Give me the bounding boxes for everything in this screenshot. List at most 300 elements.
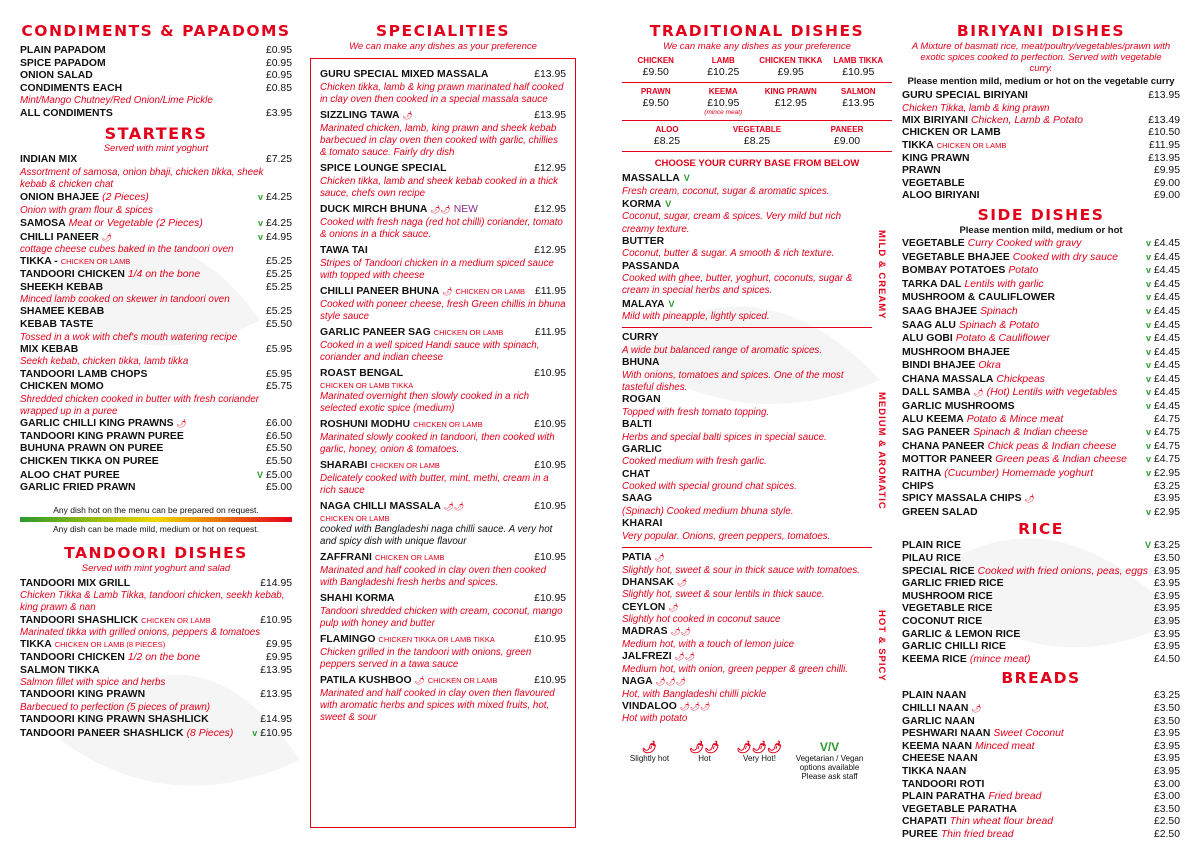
curry-item [622, 626, 872, 651]
menu-item [902, 190, 1180, 203]
menu-item-row [20, 665, 292, 678]
curry-item-row [622, 261, 872, 274]
item-description: Mint/Mango Chutney/Red Onion/Lime Pickle [20, 95, 213, 107]
specialities-subtitle: We can make any dishes as your preference [349, 41, 537, 52]
vegetarian-icon: v [1145, 360, 1151, 371]
curry-description: Very popular. Onions, green peppers, tomatoes. [622, 530, 831, 542]
menu-item-row [20, 714, 292, 727]
item-inline-desc: Chick peas & Indian cheese [987, 440, 1117, 452]
item-name: MUSHROOM & CAULIFLOWER [902, 292, 1055, 304]
item-name: SAAG BHAJEE [902, 305, 978, 317]
item-inline-desc: Thin wheat flour bread [949, 816, 1054, 828]
item-price: £4.75 [1153, 440, 1180, 452]
item-name: TANDOORI CHICKEN [20, 268, 125, 280]
curry-description: Medium hot, with a touch of lemon juice [622, 638, 795, 650]
item-description: Shredded chicken cooked in butter with fresh coriander wrapped up in a puree [20, 393, 260, 417]
price-cell [757, 56, 825, 78]
item-price: £10.95 [260, 614, 292, 626]
item-price: £4.45 [1153, 401, 1180, 413]
column-condiments-starters-tandoori [20, 0, 292, 855]
condiments-title: CONDIMENTS & PAPADOMS [21, 22, 291, 40]
price-value: £9.50 [642, 66, 669, 78]
vegetarian-icon: v [1145, 373, 1151, 384]
item-price: £10.95 [534, 419, 566, 431]
vegetarian-icon: V [1144, 540, 1151, 551]
menu-item [320, 204, 566, 241]
item-name: TANDOORI KING PRAWN [20, 689, 146, 701]
item-price: £10.95 [534, 501, 566, 513]
menu-item-row [20, 443, 292, 456]
item-name: CHIPS [902, 480, 934, 492]
chili-icon: 🌶 [176, 419, 187, 429]
curry-name: BALTI [622, 418, 652, 430]
menu-item-row [320, 460, 566, 473]
spice-legend [622, 740, 872, 781]
item-inline-desc: Meat or Vegetable (2 Pieces) [68, 217, 203, 229]
item-name: TANDOORI SHASHLICK [20, 614, 139, 626]
item-name: ALU KEEMA [902, 413, 964, 425]
menu-item [902, 426, 1180, 440]
legend-item [680, 740, 730, 781]
item-name: ALOO CHAT PUREE [20, 469, 120, 481]
item-name: GARLIC NAAN [902, 715, 975, 727]
menu-item-row [902, 766, 1180, 779]
price-value: £9.50 [642, 97, 669, 109]
item-name: CHILLI PANEER BHUNA [320, 286, 440, 298]
menu-item-row [902, 506, 1180, 520]
menu-item-row [902, 591, 1180, 604]
menu-item-row [320, 163, 566, 176]
price-value: £10.25 [707, 66, 740, 78]
item-name: GARLIC CHILLI KING PRAWNS [20, 418, 174, 430]
curry-item [622, 676, 872, 701]
menu-item [320, 286, 566, 323]
item-price: £12.95 [534, 163, 566, 175]
menu-item-row [20, 319, 292, 332]
starters-subtitle: Served with mint yoghurt [103, 143, 209, 155]
item-price: £5.95 [265, 343, 292, 355]
item-name: CHICKEN MOMO [20, 381, 104, 393]
menu-item-row [20, 70, 292, 83]
menu-item [20, 256, 292, 269]
item-price: £3.95 [1153, 615, 1180, 627]
curry-name: BHUNA [622, 357, 660, 369]
menu-item-row [20, 431, 292, 444]
item-price: £4.45 [1153, 360, 1180, 372]
mild-curry-list [622, 172, 872, 323]
menu-item-row [320, 634, 566, 647]
chili-icon: 🌶🌶 [670, 627, 691, 637]
item-description: Chicken tikka, lamb and sheek kebab cooked in a thick sauce, chefs own recipe [320, 175, 558, 199]
price-value: £9.00 [833, 135, 861, 147]
menu-item-row [902, 386, 1180, 400]
menu-item-row [902, 741, 1180, 754]
item-price: £5.50 [265, 318, 292, 330]
legend-label: Hot [698, 753, 711, 763]
vegetarian-icon: v [257, 217, 263, 228]
menu-item-row [902, 453, 1180, 467]
menu-item-row [20, 344, 292, 357]
menu-item [320, 245, 566, 282]
rice-title: RICE [1018, 520, 1064, 539]
chili-icon: 🌶 [641, 739, 658, 754]
curry-item-row [622, 626, 872, 639]
curry-item [622, 602, 872, 627]
menu-item-row [902, 115, 1180, 128]
chili-icon: 🌶 [101, 232, 113, 242]
menu-item [902, 414, 1180, 427]
item-name: TANDOORI KING PRAWN PUREE [20, 430, 184, 442]
menu-item [320, 110, 566, 159]
item-price: £9.95 [265, 639, 292, 651]
price-cell [622, 125, 712, 147]
menu-item [902, 440, 1180, 454]
menu-item [20, 45, 292, 58]
menu-item-row [20, 615, 292, 628]
sides-note: Please mention mild, medium or hot [959, 224, 1123, 236]
item-name: CHILLI NAAN [902, 702, 969, 714]
item-price: £0.95 [265, 45, 292, 56]
item-price: £3.00 [1153, 778, 1180, 790]
curry-item-row [622, 577, 872, 590]
vegetarian-icon: V [683, 173, 690, 183]
curry-item-row [622, 602, 872, 615]
menu-item [902, 629, 1180, 642]
item-price: £5.75 [265, 381, 292, 393]
curry-description: Cooked medium with fresh garlic. [622, 456, 767, 468]
item-price: £3.95 [1153, 565, 1180, 577]
item-description: Marinated chicken, lamb, king prawn and sheek kebab barbecued in clay oven then cooked with garlic, chillies & tomato sauce. Fairly dry dish [320, 122, 558, 158]
curry-item-row [622, 172, 872, 186]
menu-item [20, 689, 292, 714]
item-name: SALMON TIKKA [20, 664, 100, 676]
price-value: £12.95 [774, 97, 807, 109]
item-name: KEBAB TASTE [20, 318, 94, 330]
menu-item [902, 373, 1180, 387]
price-cell [757, 87, 825, 116]
menu-item [902, 566, 1180, 579]
vegetarian-icon: v [252, 727, 258, 738]
curry-description: With onions, tomatoes and spices. One of the most tasteful dishes. [622, 369, 844, 393]
price-label: VEGETABLE [732, 125, 782, 134]
divider [622, 82, 892, 83]
item-price: £4.95 [265, 231, 292, 243]
item-inline-desc: Potato & Mince meat [966, 413, 1064, 425]
curry-name: SAAG [622, 493, 653, 505]
menu-item [902, 237, 1180, 251]
item-name: GARLIC MUSHROOMS [902, 401, 1015, 413]
menu-item-row [902, 251, 1180, 265]
menu-item-row [902, 346, 1180, 360]
menu-item-row [20, 727, 292, 741]
price-grid-3 [622, 125, 892, 147]
menu-item-row [20, 108, 292, 121]
item-description: Marinated and half cooked in clay oven then cooked with Bangladeshi fresh herbs and spices. [320, 564, 547, 588]
item-option: CHICKEN OR LAMB [370, 461, 440, 471]
item-price: £5.95 [265, 368, 292, 380]
curry-name: BUTTER [622, 235, 665, 247]
item-name: SAAG ALU [902, 319, 956, 331]
item-price: £14.95 [260, 714, 292, 726]
menu-item-row [902, 553, 1180, 566]
item-name: TIKKA NAAN [902, 765, 967, 777]
item-name: SPICE PAPADOM [20, 57, 106, 69]
curry-name: MALAYA [622, 298, 665, 310]
item-price: £13.49 [1148, 114, 1180, 126]
menu-item-row [902, 481, 1180, 494]
curry-name: VINDALOO [622, 700, 677, 712]
curry-item-row [622, 419, 872, 432]
item-price: £11.95 [534, 286, 566, 298]
item-inline-desc: Thin fried bread [940, 828, 1014, 840]
curry-name: DHANSAK [622, 576, 674, 588]
item-price: £3.50 [1153, 803, 1180, 815]
tandoori-subtitle: Served with mint yoghurt and salad [81, 562, 231, 574]
curry-item-row [622, 518, 872, 531]
item-option: CHICKEN OR LAMB [374, 553, 445, 563]
menu-item-row [902, 291, 1180, 305]
menu-item [20, 456, 292, 469]
menu-item [902, 616, 1180, 629]
item-name: SHEEKH KEBAB [20, 281, 104, 293]
condiments-list [20, 45, 292, 120]
item-price: £2.50 [1153, 816, 1180, 828]
menu-item-row [902, 90, 1180, 103]
item-description: Cooked with poneer cheese, fresh Green chillis in bhuna style sauce [320, 298, 566, 322]
item-option: CHICKEN OR LAMB [427, 676, 498, 686]
menu-item [902, 493, 1180, 506]
item-price: £9.95 [1153, 165, 1180, 177]
curry-item [622, 198, 872, 236]
item-name: PUREE [902, 828, 938, 840]
item-description: Marinated and half cooked in clay oven then flavoured with aromatic herbs and spices with mixed fruits, hot, sweet & sour [320, 687, 555, 724]
item-price: £7.25 [265, 154, 292, 166]
curry-item [622, 357, 872, 394]
item-price: £2.95 [1153, 506, 1180, 518]
item-inline-desc: Sweet Coconut [993, 728, 1064, 740]
item-price: £3.95 [1153, 628, 1180, 640]
price-cell [622, 56, 690, 78]
menu-item [902, 804, 1180, 817]
curry-name: GARLIC [622, 443, 662, 455]
item-price: £0.95 [265, 70, 292, 82]
chili-icon: 🌶 [1024, 494, 1035, 504]
price-note: (mince meat) [704, 109, 743, 116]
menu-item-row [320, 552, 566, 565]
biriyani-list [902, 90, 1180, 203]
curry-name: CURRY [622, 332, 659, 344]
item-price: £14.95 [260, 577, 292, 589]
item-name: DUCK MIRCH BHUNA [320, 204, 428, 216]
item-option: CHICKEN OR LAMB [413, 420, 483, 430]
item-name: MOTTOR PANEER [902, 454, 993, 466]
curry-name: JALFREZI [622, 651, 672, 663]
specialities-list [320, 69, 566, 724]
price-cell [622, 87, 690, 116]
item-price: £3.25 [1153, 480, 1180, 492]
choose-base-heading: CHOOSE YOUR CURRY BASE FROM BELOW [654, 158, 860, 169]
menu-item-row [20, 689, 292, 702]
price-cell [712, 125, 802, 147]
price-label: KING PRAWN [764, 87, 817, 96]
vegetarian-icon: v [1145, 401, 1151, 412]
curry-item [622, 394, 872, 419]
item-name: CHEESE NAAN [902, 753, 978, 765]
item-price: £4.45 [1153, 278, 1180, 290]
item-name: ONION BHAJEE [20, 192, 100, 204]
item-price: £3.95 [1153, 641, 1180, 653]
menu-item-row [902, 716, 1180, 729]
menu-item [20, 282, 292, 307]
new-badge: NEW [453, 204, 478, 216]
item-price: £3.50 [1153, 553, 1180, 565]
item-name: ROSHUNI MODHU [320, 419, 411, 431]
item-price: £4.45 [1153, 319, 1180, 331]
label-mild-creamy: MILD & CREAMY [876, 230, 887, 320]
tandoori-title: TANDOORI DISHES [64, 543, 248, 562]
menu-item [20, 639, 292, 652]
menu-item-row [20, 217, 292, 231]
item-price: £2.50 [1153, 828, 1180, 840]
item-price: £3.25 [1153, 690, 1180, 702]
menu-item [902, 578, 1180, 591]
item-name: MIX BIRIYANI [902, 114, 969, 126]
item-description: Stripes of Tandoori chicken in a medium spiced sauce with topped with cheese [320, 257, 554, 281]
item-description: Tandoori shredded chicken with cream, coconut, mango pulp with honey and butter [320, 605, 563, 629]
item-option: CHICKEN OR LAMB [936, 140, 1007, 150]
curry-item-row [622, 236, 872, 249]
item-name: ROAST BENGAL [320, 368, 404, 380]
curry-item [622, 298, 872, 324]
item-description: Onion with gram flour & spices [20, 204, 153, 216]
biriyani-title: BIRIYANI DISHES [956, 22, 1126, 40]
menu-item [902, 753, 1180, 766]
item-name: PRAWN [902, 165, 941, 177]
item-price: £5.25 [265, 256, 292, 268]
item-price: £4.25 [265, 217, 292, 229]
item-name: CHICKEN OR LAMB [902, 127, 1001, 139]
menu-item [902, 153, 1180, 166]
column-biriyani-sides-rice-breads [902, 0, 1180, 855]
price-cell [690, 56, 758, 78]
divider [622, 547, 872, 548]
item-option: CHICKEN OR LAMB TIKKA [320, 380, 414, 390]
menu-item [320, 593, 566, 630]
vegetarian-icon: v [1145, 333, 1151, 344]
chili-icon: 🌶🌶 [689, 739, 720, 754]
sides-title: SIDE DISHES [977, 205, 1105, 224]
item-inline-desc: Fried bread [988, 791, 1042, 803]
item-description: Chicken Tikka, lamb & king prawn [902, 102, 1050, 114]
price-value: £10.95 [842, 66, 875, 78]
item-name: TANDOORI MIX GRILL [20, 577, 131, 589]
vegetarian-icon: v [1145, 387, 1151, 398]
column-traditional [622, 0, 892, 855]
breads-list [902, 690, 1180, 841]
starters-title: STARTERS [104, 124, 208, 144]
menu-item [20, 615, 292, 640]
item-inline-desc: 1/4 on the bone [127, 268, 201, 280]
item-inline-desc: (Hot) Lentils with vegetables [986, 387, 1118, 399]
menu-item [902, 539, 1180, 553]
item-price: £3.25 [1153, 540, 1180, 552]
item-name: VEGETABLE RICE [902, 603, 993, 615]
menu-item [20, 154, 292, 191]
traditional-subtitle: We can make any dishes as your preference [663, 41, 851, 52]
menu-item-row [902, 140, 1180, 153]
curry-item [622, 493, 872, 518]
menu-item [20, 431, 292, 444]
item-price: £9.00 [1153, 190, 1180, 202]
menu-item [320, 419, 566, 456]
item-name: COCONUT RICE [902, 615, 983, 627]
menu-item-row [320, 675, 566, 688]
menu-item-row [902, 319, 1180, 333]
legend-item [625, 740, 675, 781]
item-name: SPICE LOUNGE SPECIAL [320, 163, 447, 175]
curry-description: Hot, with Bangladeshi chilli pickle [622, 688, 767, 700]
menu-item-row [902, 804, 1180, 817]
spice-gradient-bar [20, 517, 292, 522]
item-name: PILAU RICE [902, 553, 961, 565]
item-description: Tossed in a wok with chef's mouth watering recipe [20, 331, 238, 343]
price-cell [825, 56, 893, 78]
curry-description: A wide but balanced range of aromatic spices. [622, 344, 823, 356]
menu-item-row [320, 419, 566, 432]
menu-item [320, 552, 566, 589]
item-price: £4.50 [1153, 653, 1180, 665]
item-name: KEEMA RICE [902, 653, 967, 665]
item-price: £2.95 [1153, 468, 1180, 480]
item-inline-desc: Chickpeas [996, 373, 1045, 385]
item-description: Delicately cooked with butter, mint, methi, cream in a rich sauce [320, 472, 549, 496]
label-hot-spicy: HOT & SPICY [876, 610, 887, 682]
menu-item-row [902, 305, 1180, 319]
item-name: TARKA DAL [902, 278, 962, 290]
item-price: £10.95 [534, 593, 566, 605]
item-description: Barbecued to perfection (5 pieces of prawn) [20, 702, 211, 714]
item-price: £12.95 [534, 204, 566, 216]
item-price: £4.45 [1153, 251, 1180, 263]
item-option: CHICKEN OR LAMB (8 PIECES) [54, 640, 166, 650]
vegetarian-icon: v [1145, 278, 1151, 289]
menu-item [902, 766, 1180, 779]
curry-description: Slightly hot, sweet & sour lentils in thick sauce. [622, 589, 825, 601]
curry-item [622, 518, 872, 543]
menu-item-row [20, 652, 292, 665]
menu-item [320, 327, 566, 364]
menu-item-row [902, 539, 1180, 553]
chili-icon: 🌶 [973, 388, 984, 398]
item-price: £4.45 [1153, 237, 1180, 249]
price-value: £8.25 [653, 135, 681, 147]
item-name: CHANA PANEER [902, 440, 985, 452]
price-cell [690, 87, 758, 116]
curry-name: NAGA [622, 675, 653, 687]
curry-item-row [622, 394, 872, 407]
item-inline-desc: Potato [1008, 265, 1039, 277]
item-option: CHICKEN TIKKA OR LAMB TIKKA [378, 635, 495, 645]
breads-title: BREADS [1001, 669, 1081, 688]
legend-label: Vegetarian / Vegan options available Please ask staff [795, 753, 864, 781]
menu-item [902, 165, 1180, 178]
curry-description: Hot with potato [622, 713, 688, 725]
menu-item-row [902, 190, 1180, 203]
item-price: £10.95 [534, 368, 566, 380]
item-name: TANDOORI ROTI [902, 778, 985, 790]
menu-item [902, 591, 1180, 604]
menu-item [20, 108, 292, 121]
